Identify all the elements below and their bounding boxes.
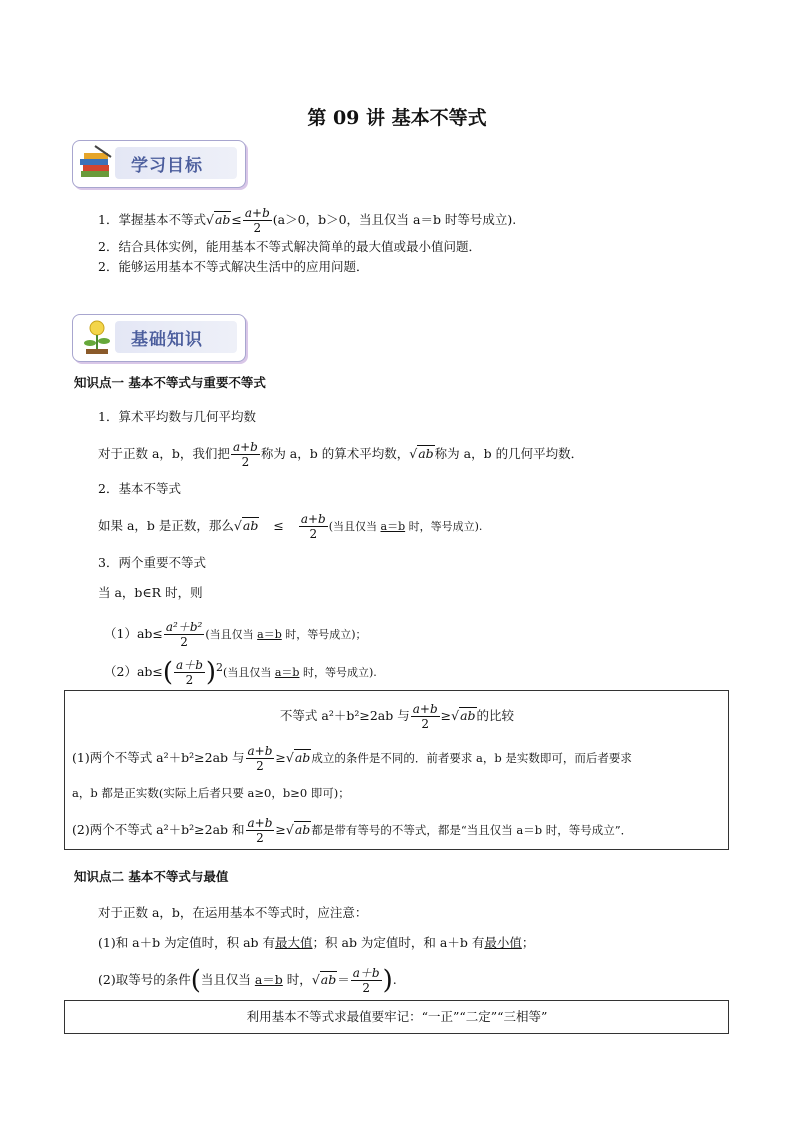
- fraction-a-plus-b-over-2: $\frac{a+b}{2}$: [352, 966, 380, 995]
- fraction-a-plus-b-over-2: $\frac{a+b}{2}$: [247, 816, 273, 845]
- kp2-point-2: (2)取等号的条件(当且仅当 a＝b 时，√ab＝ $\frac{a+b}{2}$ ).: [98, 965, 397, 996]
- goal-item-3: 2．能够运用基本不等式解决生活中的应用问题．: [98, 259, 369, 274]
- page-title: 第 09 讲 基本不等式: [307, 107, 487, 129]
- fraction-a-plus-b-over-2: $\frac{a+b}{2}$: [412, 702, 438, 731]
- kp2-heading: 知识点二 基本不等式与最值: [74, 869, 229, 884]
- fraction-a-plus-b-over-2: $\frac{a+b}{2}$: [247, 744, 273, 773]
- exponent: 2: [216, 660, 224, 674]
- kp1-inequality-1: （1）ab≤ $\frac{\text{a²＋b²}}{2}$ (当且仅当 a＝b 时，等号成立)；: [104, 620, 367, 649]
- sqrt-ab: √ab: [285, 822, 311, 837]
- banner-learning-goals: [72, 140, 246, 188]
- kp1-inequality-2: （2）ab≤( $\frac{a+b}{2}$ )$^2$(当且仅当 a＝b 时，等号成立).: [104, 657, 377, 688]
- goal-condition: (a＞0，b＞0，当且仅当 a＝b 时等号成立).: [272, 212, 517, 227]
- sqrt-ab: √ab: [233, 518, 259, 533]
- kp1-section3-title: 3．两个重要不等式: [98, 555, 206, 570]
- reminder-text: 利用基本不等式求最值要牢记：“一正”“二定”“三相等”: [246, 1009, 548, 1024]
- banner-label: 学习目标: [131, 156, 203, 176]
- kp1-section2-title: 2．基本不等式: [98, 481, 181, 496]
- sqrt-ab: √ab: [311, 972, 337, 987]
- sqrt-ab: √ab: [451, 708, 476, 723]
- books-icon: [77, 143, 117, 186]
- leq-symbol: ≤: [231, 212, 242, 227]
- underlined-min: 最小值: [484, 935, 522, 950]
- underlined-max: 最大值: [275, 935, 313, 950]
- sqrt-ab: √ab: [285, 750, 311, 765]
- goal-item-2: 2．结合具体实例，能用基本不等式解决简单的最大值或最小值问题．: [98, 239, 481, 254]
- fraction-a-plus-b-over-2: $\frac{a+b}{2}$: [232, 440, 258, 469]
- kp1-section3-intro: 当 a，b∈R 时，则: [98, 585, 203, 600]
- comparison-point-1-cont: a，b 都是正实数(实际上后者只要 a≥0，b≥0 即可)；: [72, 786, 350, 800]
- kp1-heading: 知识点一 基本不等式与重要不等式: [74, 375, 266, 390]
- fraction-a2-plus-b2-over-2: $\frac{\text{a²＋b²}}{2}$: [165, 620, 203, 649]
- comparison-point-1: (1)两个不等式 a²＋b²≥2ab 与 $\frac{a+b}{2}$ ≥√ab成立的条件是不同的．前者要求 a，b 是实数即可，而后者要求: [72, 744, 632, 773]
- kp1-section2-body: 如果 a，b 是正数，那么√ab ≤ $\frac{a+b}{2}$ (当且仅当 a＝b 时，等号成立).: [98, 512, 483, 541]
- kp1-section1-title: 1．算术平均数与几何平均数: [98, 409, 256, 424]
- fraction-a-plus-b-over-2: $\frac{a+b}{2}$: [300, 512, 326, 541]
- kp2-point-1: (1)和 a＋b 为定值时，积 ab 有最大值；积 ab 为定值时，和 a＋b 有最小值；: [98, 935, 535, 950]
- banner-basic-knowledge: [72, 314, 246, 362]
- fraction-a-plus-b-over-2: $\frac{a+b}{2}$: [244, 206, 270, 235]
- lightbulb-plant-icon: [77, 317, 117, 360]
- kp1-section1-body: 对于正数 a，b，我们把 $\frac{a+b}{2}$ 称为 a，b 的算术平均数，√ab称为 a，b 的几何平均数．: [98, 440, 584, 469]
- kp2-intro: 对于正数 a，b，在运用基本不等式时，应注意：: [98, 905, 368, 920]
- goal-item-1: [98, 206, 516, 235]
- sqrt-ab: √ab: [205, 212, 231, 227]
- banner-label: 基础知识: [131, 330, 203, 350]
- sqrt-ab: √ab: [409, 446, 434, 461]
- comparison-point-2: (2)两个不等式 a²＋b²≥2ab 和 $\frac{a+b}{2}$ ≥√ab都是带有等号的不等式，都是“当且仅当 a＝b 时，等号成立”．: [72, 816, 633, 845]
- comparison-box-heading: 不等式 a²＋b²≥2ab 与 $\frac{a+b}{2}$ ≥√ab的比较: [279, 702, 515, 731]
- goal-text: 1．掌握基本不等式: [98, 212, 206, 227]
- fraction-a-plus-b-over-2: $\frac{a+b}{2}$: [176, 658, 203, 687]
